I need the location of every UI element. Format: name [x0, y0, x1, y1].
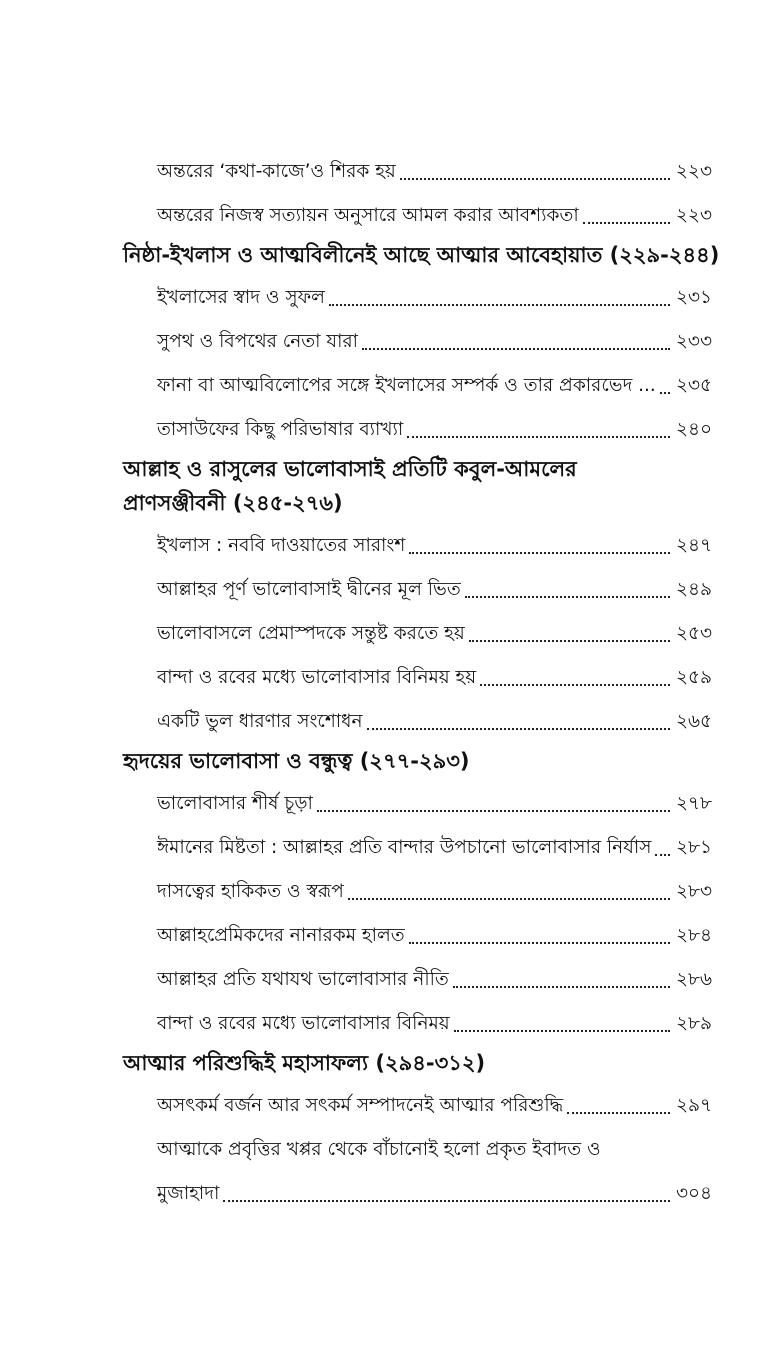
dot-leader: [465, 596, 670, 598]
toc-page-number: ২৮৪: [675, 925, 712, 946]
toc-page-number: ২২৩: [675, 205, 712, 226]
toc-page-number: ২৫৯: [675, 667, 712, 688]
toc-page-number: ২৮৩: [675, 881, 712, 902]
dot-leader: [583, 222, 670, 224]
dot-leader: [329, 304, 670, 306]
toc-entry[interactable]: [157, 276, 712, 320]
toc-entry[interactable]: [157, 782, 712, 826]
toc-entry-title: একটি ভুল ধারণার সংশোধন: [157, 711, 363, 732]
toc-entry[interactable]: [157, 364, 712, 408]
toc-entry[interactable]: [157, 1002, 712, 1046]
toc-page-number: ২৮১: [675, 837, 712, 858]
toc-entry[interactable]: [157, 524, 712, 568]
section-heading: [123, 238, 738, 276]
toc-entry-title: অসৎকর্ম বর্জন আর সৎকর্ম সম্পাদনেই আত্মার পরিশুদ্ধি: [157, 1095, 564, 1116]
toc-entry-title: ঈমানের মিষ্টতা : আল্লাহর প্রতি বান্দার উপচানো ভালোবাসার নির্যাস: [157, 837, 652, 858]
dot-leader: [480, 684, 670, 686]
toc-entry-title: বান্দা ও রবের মধ্যে ভালোবাসার বিনিময়: [157, 1013, 450, 1034]
toc-entry[interactable]: [157, 914, 712, 958]
toc-entry-title: ইখলাসের স্বাদ ও সুফল: [157, 287, 325, 308]
toc-page-number: ২৮৯: [675, 1013, 712, 1034]
toc-entry-title: দাসত্বের হাকিকত ও স্বরূপ: [157, 881, 344, 902]
toc-page-number: ২৪০: [675, 419, 712, 440]
toc-entry[interactable]: [157, 656, 712, 700]
dot-leader: [367, 728, 670, 730]
toc-entry-title: ভালোবাসলে প্রেমাস্পদকে সন্তুষ্ট করতে হয়: [157, 623, 465, 644]
toc-entry[interactable]: [157, 700, 712, 744]
dot-leader: [469, 640, 670, 642]
toc-page-number: ২৩৩: [675, 331, 712, 352]
section-heading: [123, 1046, 738, 1084]
dot-leader: [409, 552, 670, 554]
toc-page-number: ২৪৯: [675, 579, 712, 600]
section-heading-line: আত্মার পরিশুদ্ধিই মহাসাফল্য (২৯৪-৩১২): [123, 1051, 486, 1075]
toc-entry[interactable]: [157, 612, 712, 656]
dot-leader: [400, 178, 670, 180]
toc-entry-title: আল্লাহর পূর্ণ ভালোবাসাই দ্বীনের মূল ভিত: [157, 579, 461, 600]
toc-entry[interactable]: [157, 826, 712, 870]
toc-page-number: ২২৩: [675, 161, 712, 182]
section-heading-line: প্রাণসঞ্জীবনী (২৪৫-২৭৬): [123, 491, 343, 515]
dot-leader: [409, 942, 670, 944]
toc-entry[interactable]: [157, 194, 712, 238]
toc-entry-title: আল্লাহর প্রতি যথাযথ ভালোবাসার নীতি: [157, 969, 449, 990]
toc-page-number: ২৭৮: [675, 793, 712, 814]
dot-leader: [362, 348, 670, 350]
toc-entry-title: ভালোবাসার শীর্ষ চূড়া: [157, 793, 313, 814]
toc-entry-title: আল্লাহপ্রেমিকদের নানারকম হালত: [157, 925, 405, 946]
toc-entry-title: আত্মাকে প্রবৃত্তির খপ্পর থেকে বাঁচানোই হলো প্রকৃত ইবাদত ও: [157, 1139, 601, 1160]
dot-leader: [348, 898, 670, 900]
dot-leader: [317, 810, 670, 812]
section-heading-line: হৃদয়ের ভালোবাসা ও বন্ধুত্ব (২৭৭-২৯৩): [123, 749, 470, 773]
section-heading-line: আল্লাহ ও রাসুলের ভালোবাসাই প্রতিটি কবুল-আমলের: [123, 457, 577, 481]
toc-entry-title: অন্তরের ‘কথা-কাজে’ও শিরক হয়: [157, 161, 396, 182]
dot-leader: [223, 1200, 670, 1202]
toc-entry-title: বান্দা ও রবের মধ্যে ভালোবাসার বিনিময় হয়: [157, 667, 477, 688]
toc-page-number: ২৩৫: [675, 375, 712, 396]
toc-page-number: ২৬৫: [675, 711, 712, 732]
toc-entry[interactable]: [157, 1084, 712, 1128]
toc-entry-title: ইখলাস : নববি দাওয়াতের সারাংশ: [157, 535, 406, 556]
toc-page-number: ২৩১: [675, 287, 712, 308]
dot-leader: [454, 1030, 670, 1032]
toc-entry[interactable]: [157, 1128, 712, 1216]
table-of-contents: [0, 150, 778, 1216]
section-heading: [123, 452, 738, 524]
toc-page-number: ৩০৪: [675, 1183, 712, 1204]
toc-entry-title: অন্তরের নিজস্ব সত্যায়ন অনুসারে আমল করার আবশ্যকতা: [157, 205, 579, 226]
toc-page-number: ২৫৩: [675, 623, 712, 644]
toc-page-number: ২৪৭: [675, 535, 712, 556]
dot-leader: [453, 986, 670, 988]
toc-entry[interactable]: [157, 150, 712, 194]
section-heading: [123, 744, 738, 782]
toc-entry[interactable]: [157, 568, 712, 612]
dot-leader: [407, 436, 670, 438]
toc-entry[interactable]: [157, 958, 712, 1002]
toc-entry-title: ফানা বা আত্মবিলোপের সঙ্গে ইখলাসের সম্পর্ক ও তার প্রকারভেদ ...: [157, 375, 656, 396]
toc-page-number: ২৯৭: [675, 1095, 712, 1116]
toc-entry[interactable]: [157, 320, 712, 364]
toc-entry[interactable]: [157, 408, 712, 452]
toc-entry-title: তাসাউফের কিছু পরিভাষার ব্যাখ্যা: [157, 419, 404, 440]
toc-page-number: ২৮৬: [675, 969, 712, 990]
dot-leader: [567, 1112, 670, 1114]
toc-entry-title: সুপথ ও বিপথের নেতা যারা: [157, 331, 358, 352]
section-heading-line: নিষ্ঠা-ইখলাস ও আত্মবিলীনেই আছে আত্মার আবেহায়াত (২২৯-২৪৪): [123, 243, 720, 267]
dot-leader: [660, 392, 670, 394]
dot-leader: [655, 854, 670, 856]
toc-entry[interactable]: [157, 870, 712, 914]
toc-entry-title: মুজাহাদা: [157, 1183, 220, 1204]
